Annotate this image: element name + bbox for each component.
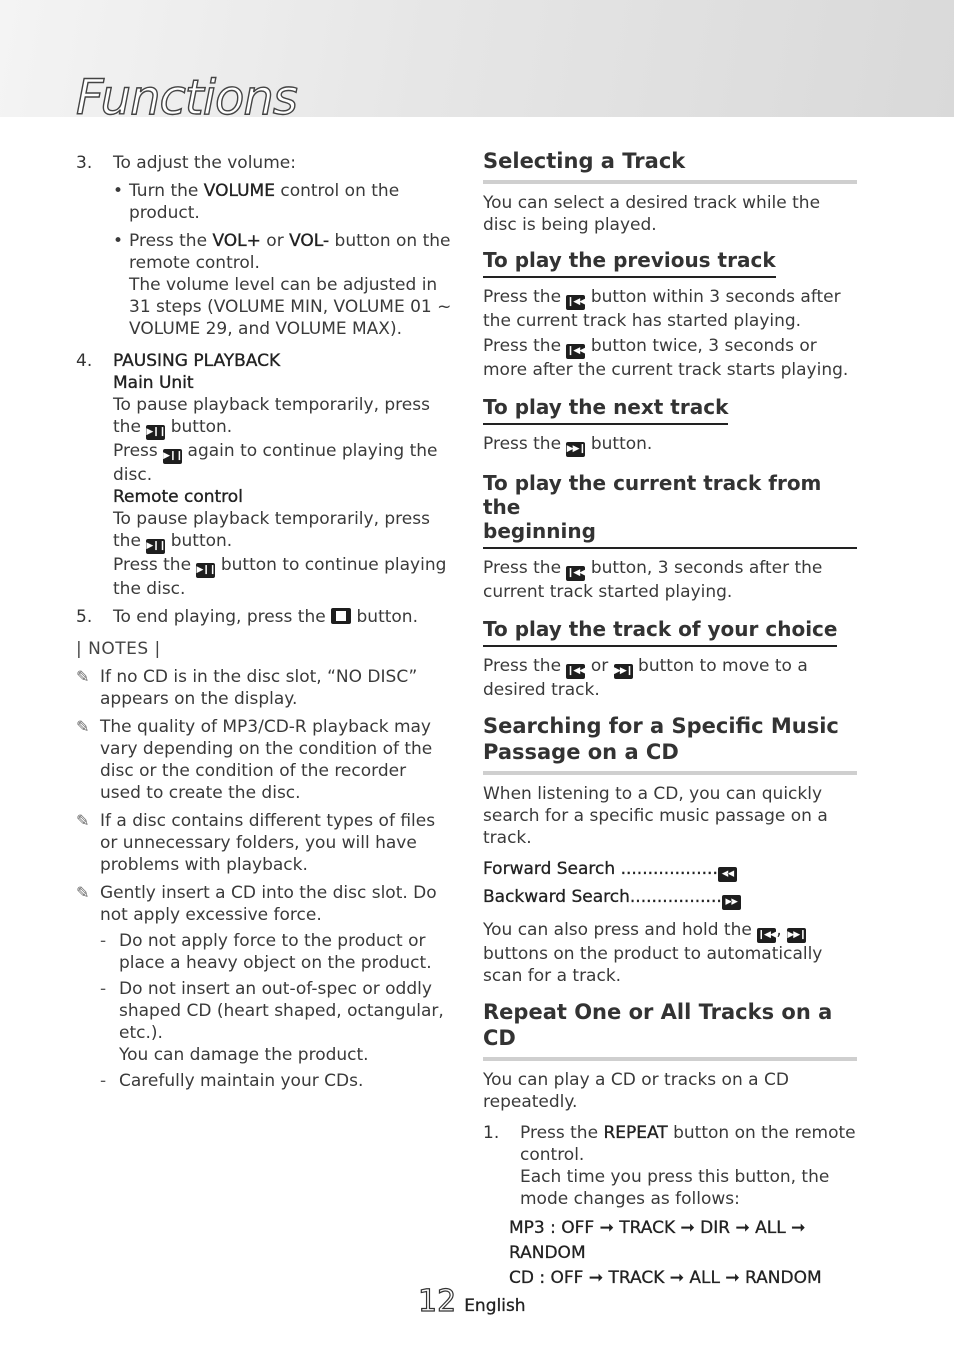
forward-search-line: Forward Search .................. ◀◀ bbox=[483, 858, 857, 882]
subtitle-next-track: To play the next track bbox=[483, 395, 728, 425]
rewind-icon: ◀◀ bbox=[718, 867, 737, 882]
dash-item: - Carefully maintain your CDs. bbox=[100, 1071, 364, 1091]
page-number: 12 bbox=[418, 1284, 457, 1319]
step-number: 4. bbox=[76, 351, 93, 371]
pencil-icon: ✎ bbox=[76, 883, 90, 902]
subtitle-previous-track: To play the previous track bbox=[483, 248, 776, 278]
main-unit-continue-text: Press ▶❙❙ again to continue playing the disc. bbox=[113, 441, 438, 485]
repeat-step-1: 1. Press the REPEAT button on the remote control. Each time you press this button, the mode changes as follows: bbox=[483, 1123, 856, 1209]
scan-hold-text: You can also press and hold the ❙◀◀, ▶▶❙ buttons on the product to automatically scan for a track. bbox=[483, 920, 823, 986]
dash-marker: - bbox=[100, 1071, 107, 1091]
step-3 bbox=[76, 152, 452, 340]
note-item: ✎ If no CD is in the disc slot, “NO DISC” appears on the display. bbox=[76, 667, 418, 709]
remote-continue-text: Press the ▶❙❙ button to continue playing the disc. bbox=[113, 555, 447, 599]
next-track-text: Press the ▶▶❙ button. bbox=[483, 433, 857, 457]
step-number: 1. bbox=[483, 1123, 500, 1143]
dash-marker: - bbox=[100, 979, 107, 999]
pencil-icon: ✎ bbox=[76, 717, 90, 736]
previous-track-text-2: Press the ❙◀◀ button twice, 3 seconds or more after the current track starts playing. bbox=[483, 336, 849, 380]
next-track-icon: ▶▶❙ bbox=[614, 664, 633, 679]
bullet-item: • Press the VOL+ or VOL- button on the remote control. The volume level can be adjusted in 31 steps (VOLUME MIN, VOLUME 01 ~ VOLUME 29, and VOLUME MAX). bbox=[113, 231, 452, 339]
repeat-intro: You can play a CD or tracks on a CD repeatedly. bbox=[483, 1070, 789, 1112]
page-footer bbox=[418, 1284, 526, 1319]
subtitle-current-track: To play the current track from the beginning bbox=[483, 471, 857, 549]
section-title-selecting-track: Selecting a Track bbox=[483, 148, 857, 184]
pausing-playback-heading: PAUSING PLAYBACK bbox=[113, 351, 281, 371]
section-title-repeat: Repeat One or All Tracks on a CD bbox=[483, 999, 857, 1061]
step-number: 3. bbox=[76, 153, 93, 173]
previous-track-icon: ❙◀◀ bbox=[566, 664, 585, 679]
pencil-icon: ✎ bbox=[76, 667, 90, 686]
play-pause-icon: ▶❙❙ bbox=[146, 425, 165, 440]
dash-item: - Do not insert an out-of-spec or oddly shaped CD (heart shaped, octangular, etc.). You can damage the product. bbox=[100, 979, 444, 1065]
step-5: 5. To end playing, press the button. bbox=[76, 607, 418, 627]
searching-intro: When listening to a CD, you can quickly search for a specific music passage on a track. bbox=[483, 784, 828, 848]
play-pause-icon: ▶❙❙ bbox=[196, 563, 215, 578]
previous-track-icon: ❙◀◀ bbox=[566, 344, 585, 359]
vol-minus-label: VOL- bbox=[289, 231, 330, 251]
selecting-track-intro: You can select a desired track while the disc is being played. bbox=[483, 193, 821, 235]
current-track-text: Press the ❙◀◀ button, 3 seconds after the current track started playing. bbox=[483, 558, 823, 602]
right-column bbox=[483, 148, 857, 1291]
step-text: To adjust the volume: bbox=[113, 153, 296, 173]
pencil-icon: ✎ bbox=[76, 811, 90, 830]
repeat-label: REPEAT bbox=[603, 1123, 668, 1143]
dash-marker: - bbox=[100, 931, 107, 951]
play-pause-icon: ▶❙❙ bbox=[146, 539, 165, 554]
play-pause-icon: ▶❙❙ bbox=[163, 449, 182, 464]
cd-mode-sequence: CD : OFF ➞ TRACK ➞ ALL ➞ RANDOM bbox=[509, 1268, 822, 1288]
left-column bbox=[76, 148, 452, 1092]
backward-search-line: Backward Search................. ▶▶ bbox=[483, 886, 857, 910]
fast-forward-icon: ▶▶ bbox=[722, 895, 741, 910]
vol-plus-label: VOL+ bbox=[212, 231, 261, 251]
repeat-modes bbox=[483, 1216, 857, 1291]
previous-track-text-1: Press the ❙◀◀ button within 3 seconds after the current track has started playing. bbox=[483, 287, 841, 331]
note-item: ✎ The quality of MP3/CD-R playback may vary depending on the condition of the disc or the condition of the recorder used to create the disc. bbox=[76, 717, 433, 803]
page-language: English bbox=[464, 1296, 526, 1316]
previous-track-icon: ❙◀◀ bbox=[566, 295, 585, 310]
dash-item: - Do not apply force to the product or place a heavy object on the product. bbox=[100, 931, 432, 973]
notes-title: | NOTES | bbox=[76, 639, 161, 659]
main-unit-pause-text: To pause playback temporarily, press the ▶❙❙ button. bbox=[113, 394, 452, 440]
volume-label: VOLUME bbox=[203, 181, 275, 201]
mp3-mode-sequence: MP3 : OFF ➞ TRACK ➞ DIR ➞ ALL ➞ RANDOM bbox=[509, 1218, 806, 1263]
bullet-dot-icon: • bbox=[113, 181, 124, 201]
bullet-dot-icon: • bbox=[113, 231, 124, 251]
note-item: ✎ Gently insert a CD into the disc slot. Do not apply excessive force. bbox=[76, 883, 437, 925]
previous-track-icon: ❙◀◀ bbox=[757, 928, 776, 943]
next-track-icon: ▶▶❙ bbox=[566, 442, 585, 457]
main-unit-label: Main Unit bbox=[113, 373, 194, 393]
subtitle-track-choice: To play the track of your choice bbox=[483, 617, 837, 647]
remote-control-label: Remote control bbox=[113, 487, 243, 507]
remote-pause-text: To pause playback temporarily, press the ▶❙❙ button. bbox=[113, 508, 452, 554]
note-item: ✎ If a disc contains different types of files or unnecessary folders, you will have problems with playback. bbox=[76, 811, 436, 875]
next-track-icon: ▶▶❙ bbox=[787, 928, 806, 943]
step-number: 5. bbox=[76, 607, 93, 627]
track-choice-text: Press the ❙◀◀ or ▶▶❙ button to move to a desired track. bbox=[483, 656, 808, 700]
stop-icon bbox=[331, 608, 351, 624]
section-title-searching: Searching for a Specific Music Passage on a CD bbox=[483, 713, 857, 775]
bullet-item: • Turn the VOLUME control on the product. bbox=[113, 181, 400, 223]
previous-track-icon: ❙◀◀ bbox=[566, 566, 585, 581]
volume-steps-note: The volume level can be adjusted in 31 steps (VOLUME MIN, VOLUME 01 ~ VOLUME 29, and VOLUME MAX). bbox=[129, 275, 452, 339]
page-title: Functions bbox=[76, 70, 297, 126]
step-4 bbox=[76, 350, 452, 600]
